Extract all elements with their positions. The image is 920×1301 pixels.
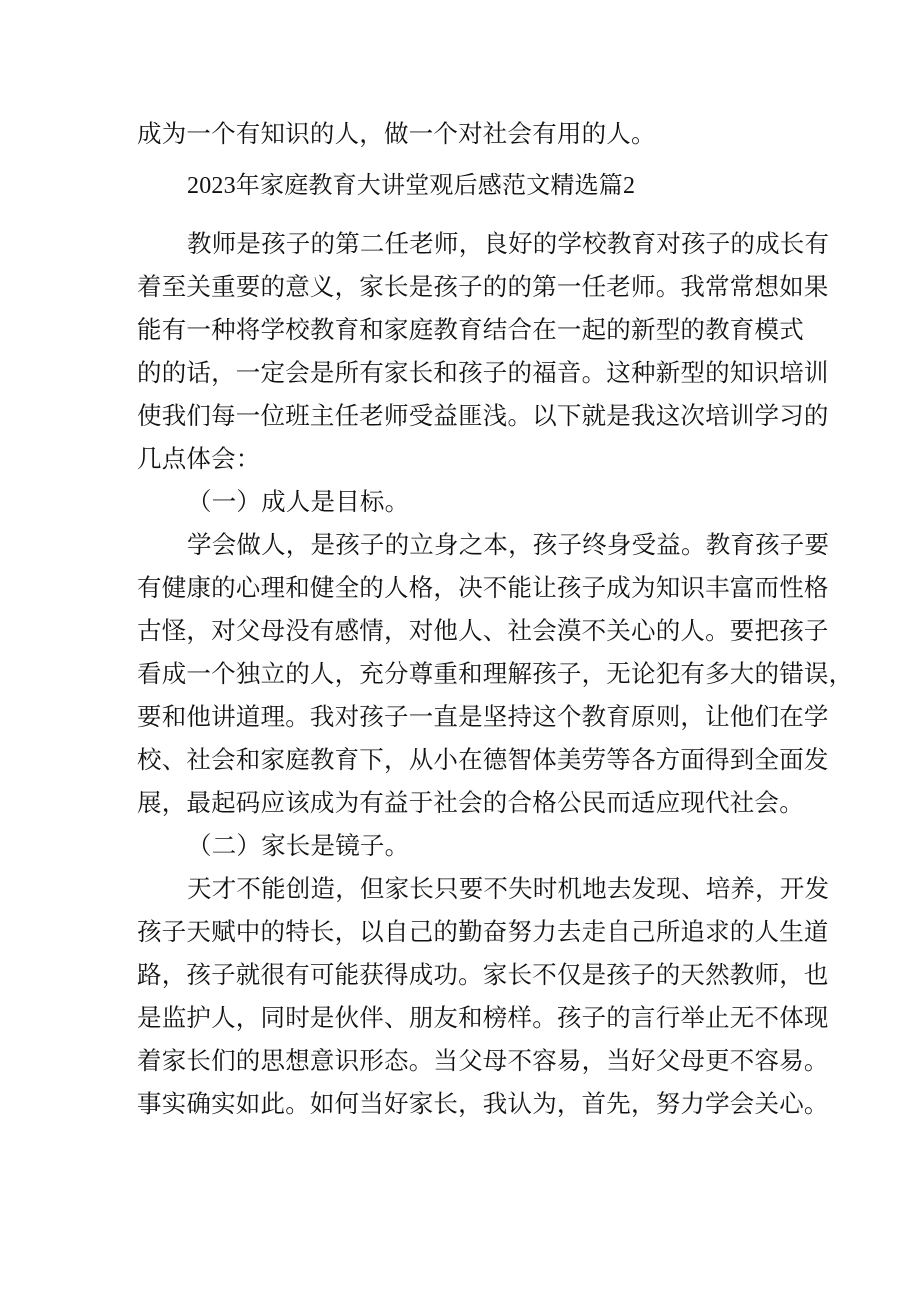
paragraph-line: 几点体会：: [137, 444, 261, 473]
paragraph-line: 教师是孩子的第二任老师，良好的学校教育对孩子的成长有: [187, 229, 830, 258]
paragraph-line: 使我们每一位班主任老师受益匪浅。以下就是我这次培训学习的: [137, 401, 829, 430]
subheading: （二）家长是镜子。: [187, 831, 410, 860]
paragraph-line: 孩子天赋中的特长，以自己的勤奋努力去走自己所追求的人生道: [137, 917, 829, 946]
section-title: 2023年家庭教育大讲堂观后感范文精选篇2: [187, 173, 636, 199]
paragraph-line: 的的话，一定会是所有家长和孩子的福音。这种新型的知识培训: [137, 358, 829, 387]
paragraph-line: 学会做人，是孩子的立身之本，孩子终身受益。教育孩子要: [187, 530, 830, 559]
paragraph-line: 路，孩子就很有可能获得成功。家长不仅是孩子的天然教师，也: [137, 960, 829, 989]
paragraph-line: 能有一种将学校教育和家庭教育结合在一起的新型的教育模式: [137, 315, 804, 344]
paragraph-line: 展，最起码应该成为有益于社会的合格公民而适应现代社会。: [137, 788, 804, 817]
paragraph-line: 校、社会和家庭教育下，从小在德智体美劳等各方面得到全面发: [137, 745, 829, 774]
paragraph-line: 着家长们的思想意识形态。当父母不容易，当好父母更不容易。: [137, 1046, 829, 1075]
paragraph-line: 事实确实如此。如何当好家长，我认为，首先，努力学会关心。: [137, 1089, 829, 1118]
paragraph-line: 看成一个独立的人，充分尊重和理解孩子，无论犯有多大的错误，: [137, 659, 854, 688]
paragraph-line: 着至关重要的意义，家长是孩子的的第一任老师。我常常想如果: [137, 272, 829, 301]
paragraph-line: 古怪，对父母没有感情，对他人、社会漠不关心的人。要把孩子: [137, 616, 829, 645]
subheading: （一）成人是目标。: [187, 487, 410, 516]
paragraph-line: 天才不能创造，但家长只要不失时机地去发现、培养，开发: [187, 874, 830, 903]
text-line: 成为一个有知识的人，做一个对社会有用的人。: [137, 119, 656, 148]
paragraph-line: 是监护人，同时是伙伴、朋友和榜样。孩子的言行举止无不体现: [137, 1003, 829, 1032]
paragraph-line: 有健康的心理和健全的人格，决不能让孩子成为知识丰富而性格: [137, 573, 829, 602]
paragraph-line: 要和他讲道理。我对孩子一直是坚持这个教育原则，让他们在学: [137, 702, 829, 731]
